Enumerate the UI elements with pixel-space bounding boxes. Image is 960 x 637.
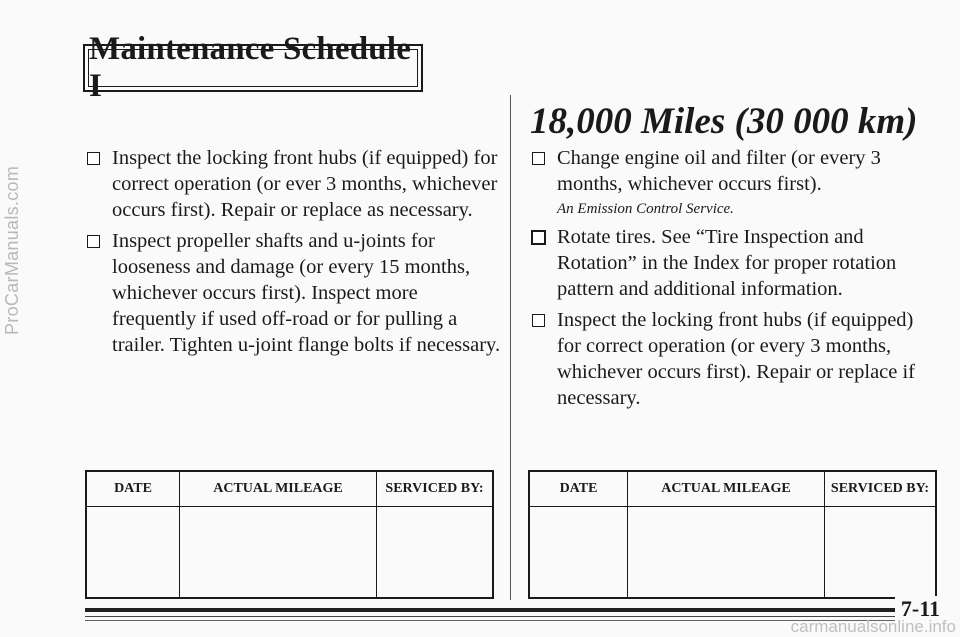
- emission-note: An Emission Control Service.: [557, 201, 734, 217]
- footer-rule: [85, 608, 900, 612]
- checklist-item-text: Inspect the locking front hubs (if equipped) for correct operation (or ever 3 months, whichever occurs first). Repair or replace as necessary.: [112, 147, 498, 221]
- mileage-cell[interactable]: [628, 507, 825, 599]
- checklist-item-text: Change engine oil and filter (or every 3 months, whichever occurs first).: [557, 147, 881, 195]
- checkbox-icon[interactable]: [532, 314, 545, 327]
- checkbox-icon[interactable]: [531, 230, 546, 245]
- service-record-table: [528, 470, 937, 599]
- checklist-item: [530, 307, 940, 411]
- checkbox-icon[interactable]: [532, 152, 545, 165]
- mileage-cell[interactable]: [180, 507, 377, 599]
- page-number: 7-11: [895, 596, 942, 622]
- checkbox-icon[interactable]: [87, 235, 100, 248]
- column-divider: [510, 95, 511, 600]
- checklist-item: [530, 145, 940, 197]
- service-record-table: [85, 470, 494, 599]
- date-cell[interactable]: [86, 507, 180, 599]
- checklist-item: [85, 145, 505, 223]
- footer-brand: carmanualsonline.info: [790, 617, 956, 636]
- date-cell[interactable]: [529, 507, 628, 599]
- date-header: DATE: [529, 471, 628, 507]
- checklist-item-text: Inspect the locking front hubs (if equipped) for correct operation (or every 3 months, whichever occurs first). Repair or replace if necessary.: [557, 309, 916, 409]
- mileage-header: ACTUAL MILEAGE: [628, 471, 825, 507]
- left-column: [85, 145, 505, 363]
- checkbox-icon[interactable]: [87, 152, 100, 165]
- section-title-box: [83, 31, 423, 104]
- date-header: DATE: [86, 471, 180, 507]
- footer-rule: [85, 620, 900, 621]
- checklist-item: [85, 228, 505, 358]
- serviced-by-header: SERVICED BY:: [377, 471, 494, 507]
- footer-rule: [85, 616, 900, 617]
- serviced-by-cell[interactable]: [825, 507, 937, 599]
- serviced-by-header: SERVICED BY:: [825, 471, 937, 507]
- mileage-heading: 18,000 Miles (30 000 km): [530, 101, 918, 142]
- checklist-item: [530, 224, 940, 302]
- mileage-header: ACTUAL MILEAGE: [180, 471, 377, 507]
- section-title: Maintenance Schedule I: [88, 49, 418, 87]
- right-column: [530, 145, 940, 416]
- serviced-by-cell[interactable]: [377, 507, 494, 599]
- watermark-text: ProCarManuals.com: [2, 165, 22, 335]
- checklist-item-text: Inspect propeller shafts and u-joints for looseness and damage (or every 15 months, whichever occurs first). Inspect more frequently if used off-road or for pulling a trailer. Tighten u-joint flange bolts if necessary.: [112, 230, 501, 356]
- checklist-item-text: Rotate tires. See “Tire Inspection and Rotation” in the Index for proper rotation pattern and additional information.: [557, 226, 897, 300]
